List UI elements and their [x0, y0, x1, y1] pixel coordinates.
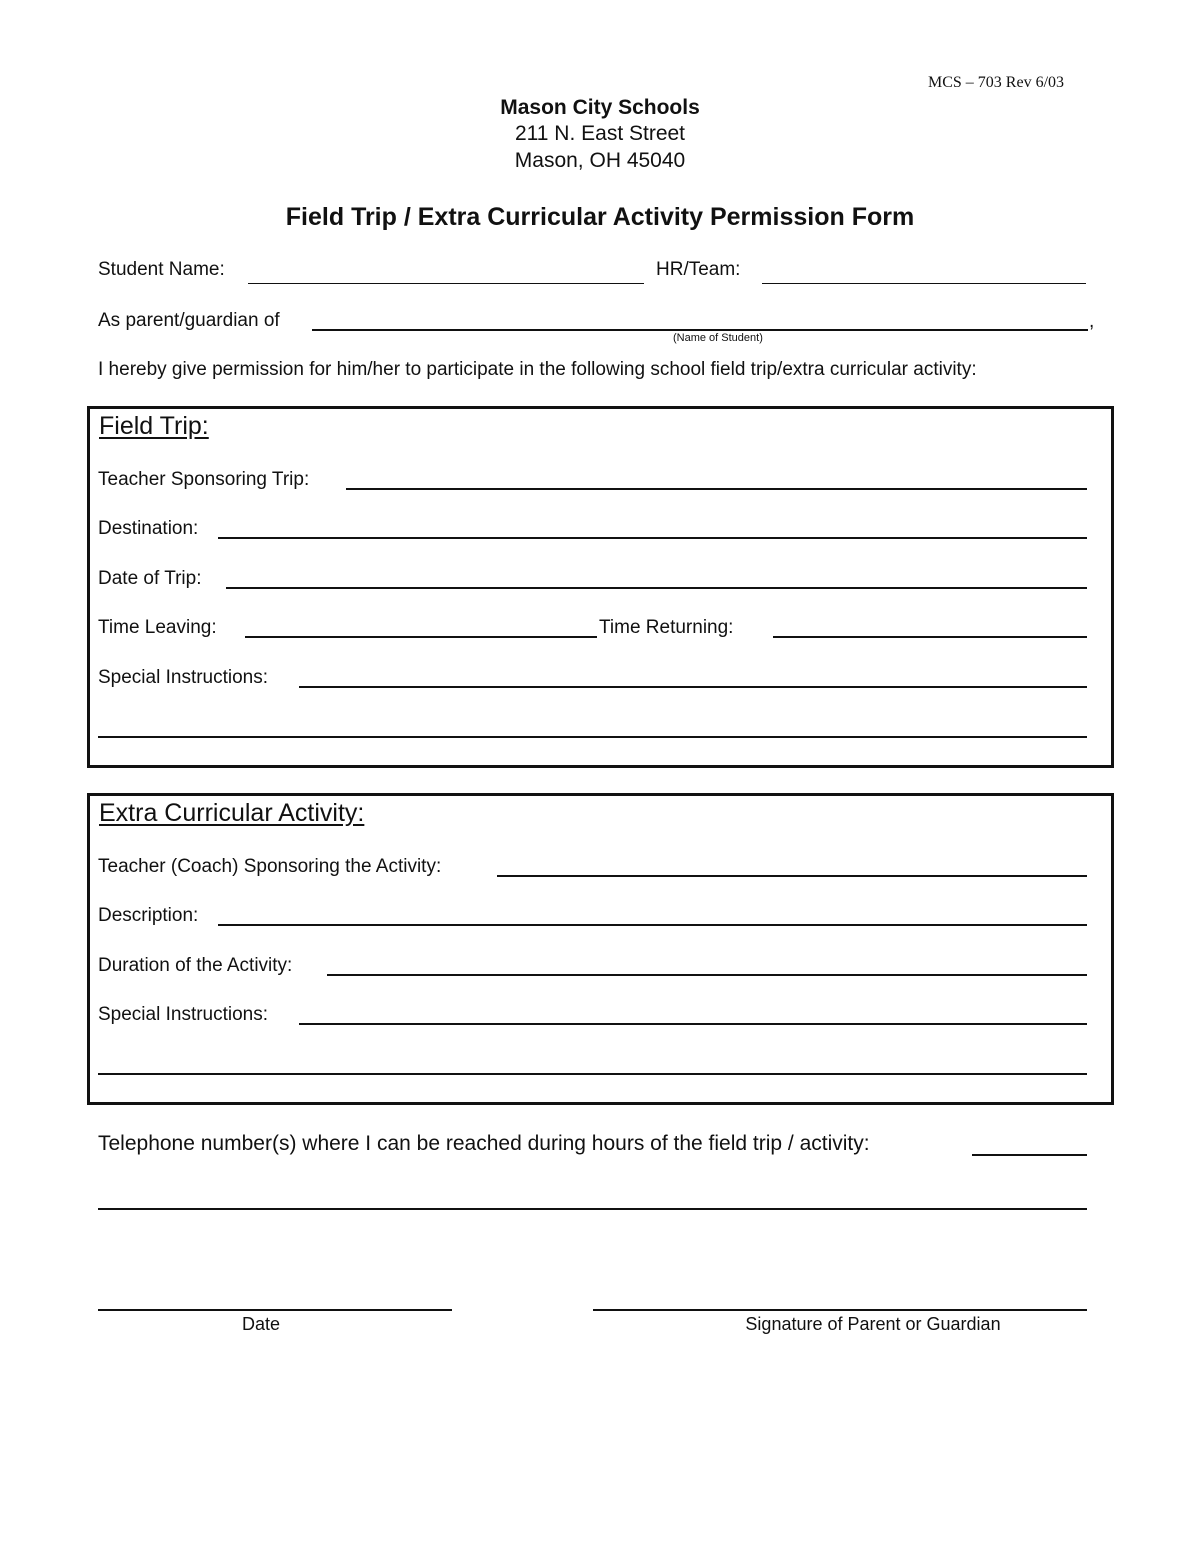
organization-name: Mason City Schools	[500, 96, 700, 119]
permission-statement: I hereby give permission for him/her to participate in the following school field trip/extra curricular activity:	[98, 359, 977, 380]
name-of-student-caption: (Name of Student)	[673, 332, 763, 344]
destination-field[interactable]	[218, 537, 1087, 539]
description-field[interactable]	[218, 924, 1087, 926]
duration-field[interactable]	[327, 974, 1087, 976]
destination-label: Destination:	[98, 518, 199, 539]
trip-special-instructions-label: Special Instructions:	[98, 667, 269, 688]
duration-label: Duration of the Activity:	[98, 955, 293, 976]
trip-special-instructions-field-2[interactable]	[98, 736, 1087, 738]
time-returning-field[interactable]	[773, 636, 1087, 638]
address-line-1: 211 N. East Street	[514, 122, 686, 145]
date-of-trip-label: Date of Trip:	[98, 568, 202, 589]
teacher-sponsoring-trip-field[interactable]	[346, 488, 1087, 490]
telephone-field[interactable]	[972, 1154, 1087, 1156]
form-title: Field Trip / Extra Curricular Activity Permission Form	[285, 203, 915, 231]
telephone-field-2[interactable]	[98, 1208, 1087, 1210]
parent-guardian-label: As parent/guardian of	[98, 310, 280, 331]
activity-section	[87, 793, 1114, 1105]
time-returning-label: Time Returning:	[599, 617, 734, 638]
date-of-trip-field[interactable]	[226, 587, 1087, 589]
activity-heading: Extra Curricular Activity:	[99, 799, 365, 827]
trip-special-instructions-field[interactable]	[299, 686, 1087, 688]
activity-special-instructions-label: Special Instructions:	[98, 1004, 269, 1025]
activity-special-instructions-field-2[interactable]	[98, 1073, 1087, 1075]
date-caption: Date	[241, 1314, 281, 1334]
hr-team-field[interactable]	[762, 283, 1086, 284]
teacher-sponsoring-trip-label: Teacher Sponsoring Trip:	[98, 469, 310, 490]
teacher-coach-label: Teacher (Coach) Sponsoring the Activity:	[98, 856, 442, 877]
time-leaving-field[interactable]	[245, 636, 597, 638]
activity-special-instructions-field[interactable]	[299, 1023, 1087, 1025]
signature-caption: Signature of Parent or Guardian	[745, 1314, 1001, 1334]
parent-signature-field[interactable]	[593, 1309, 1087, 1311]
hr-team-label: HR/Team:	[656, 259, 741, 280]
student-name-field[interactable]	[248, 283, 644, 284]
field-trip-heading: Field Trip:	[99, 412, 209, 440]
form-number: MCS – 703 Rev 6/03	[928, 74, 1065, 91]
time-leaving-label: Time Leaving:	[98, 617, 217, 638]
parent-of-student-field[interactable]	[312, 329, 1088, 331]
date-field[interactable]	[98, 1309, 452, 1311]
line-end-comma: ,	[1089, 311, 1095, 332]
telephone-label: Telephone number(s) where I can be reached during hours of the field trip / activity:	[98, 1132, 870, 1155]
description-label: Description:	[98, 905, 199, 926]
teacher-coach-field[interactable]	[497, 875, 1087, 877]
student-name-label: Student Name:	[98, 259, 225, 280]
address-line-2: Mason, OH 45040	[514, 149, 686, 172]
